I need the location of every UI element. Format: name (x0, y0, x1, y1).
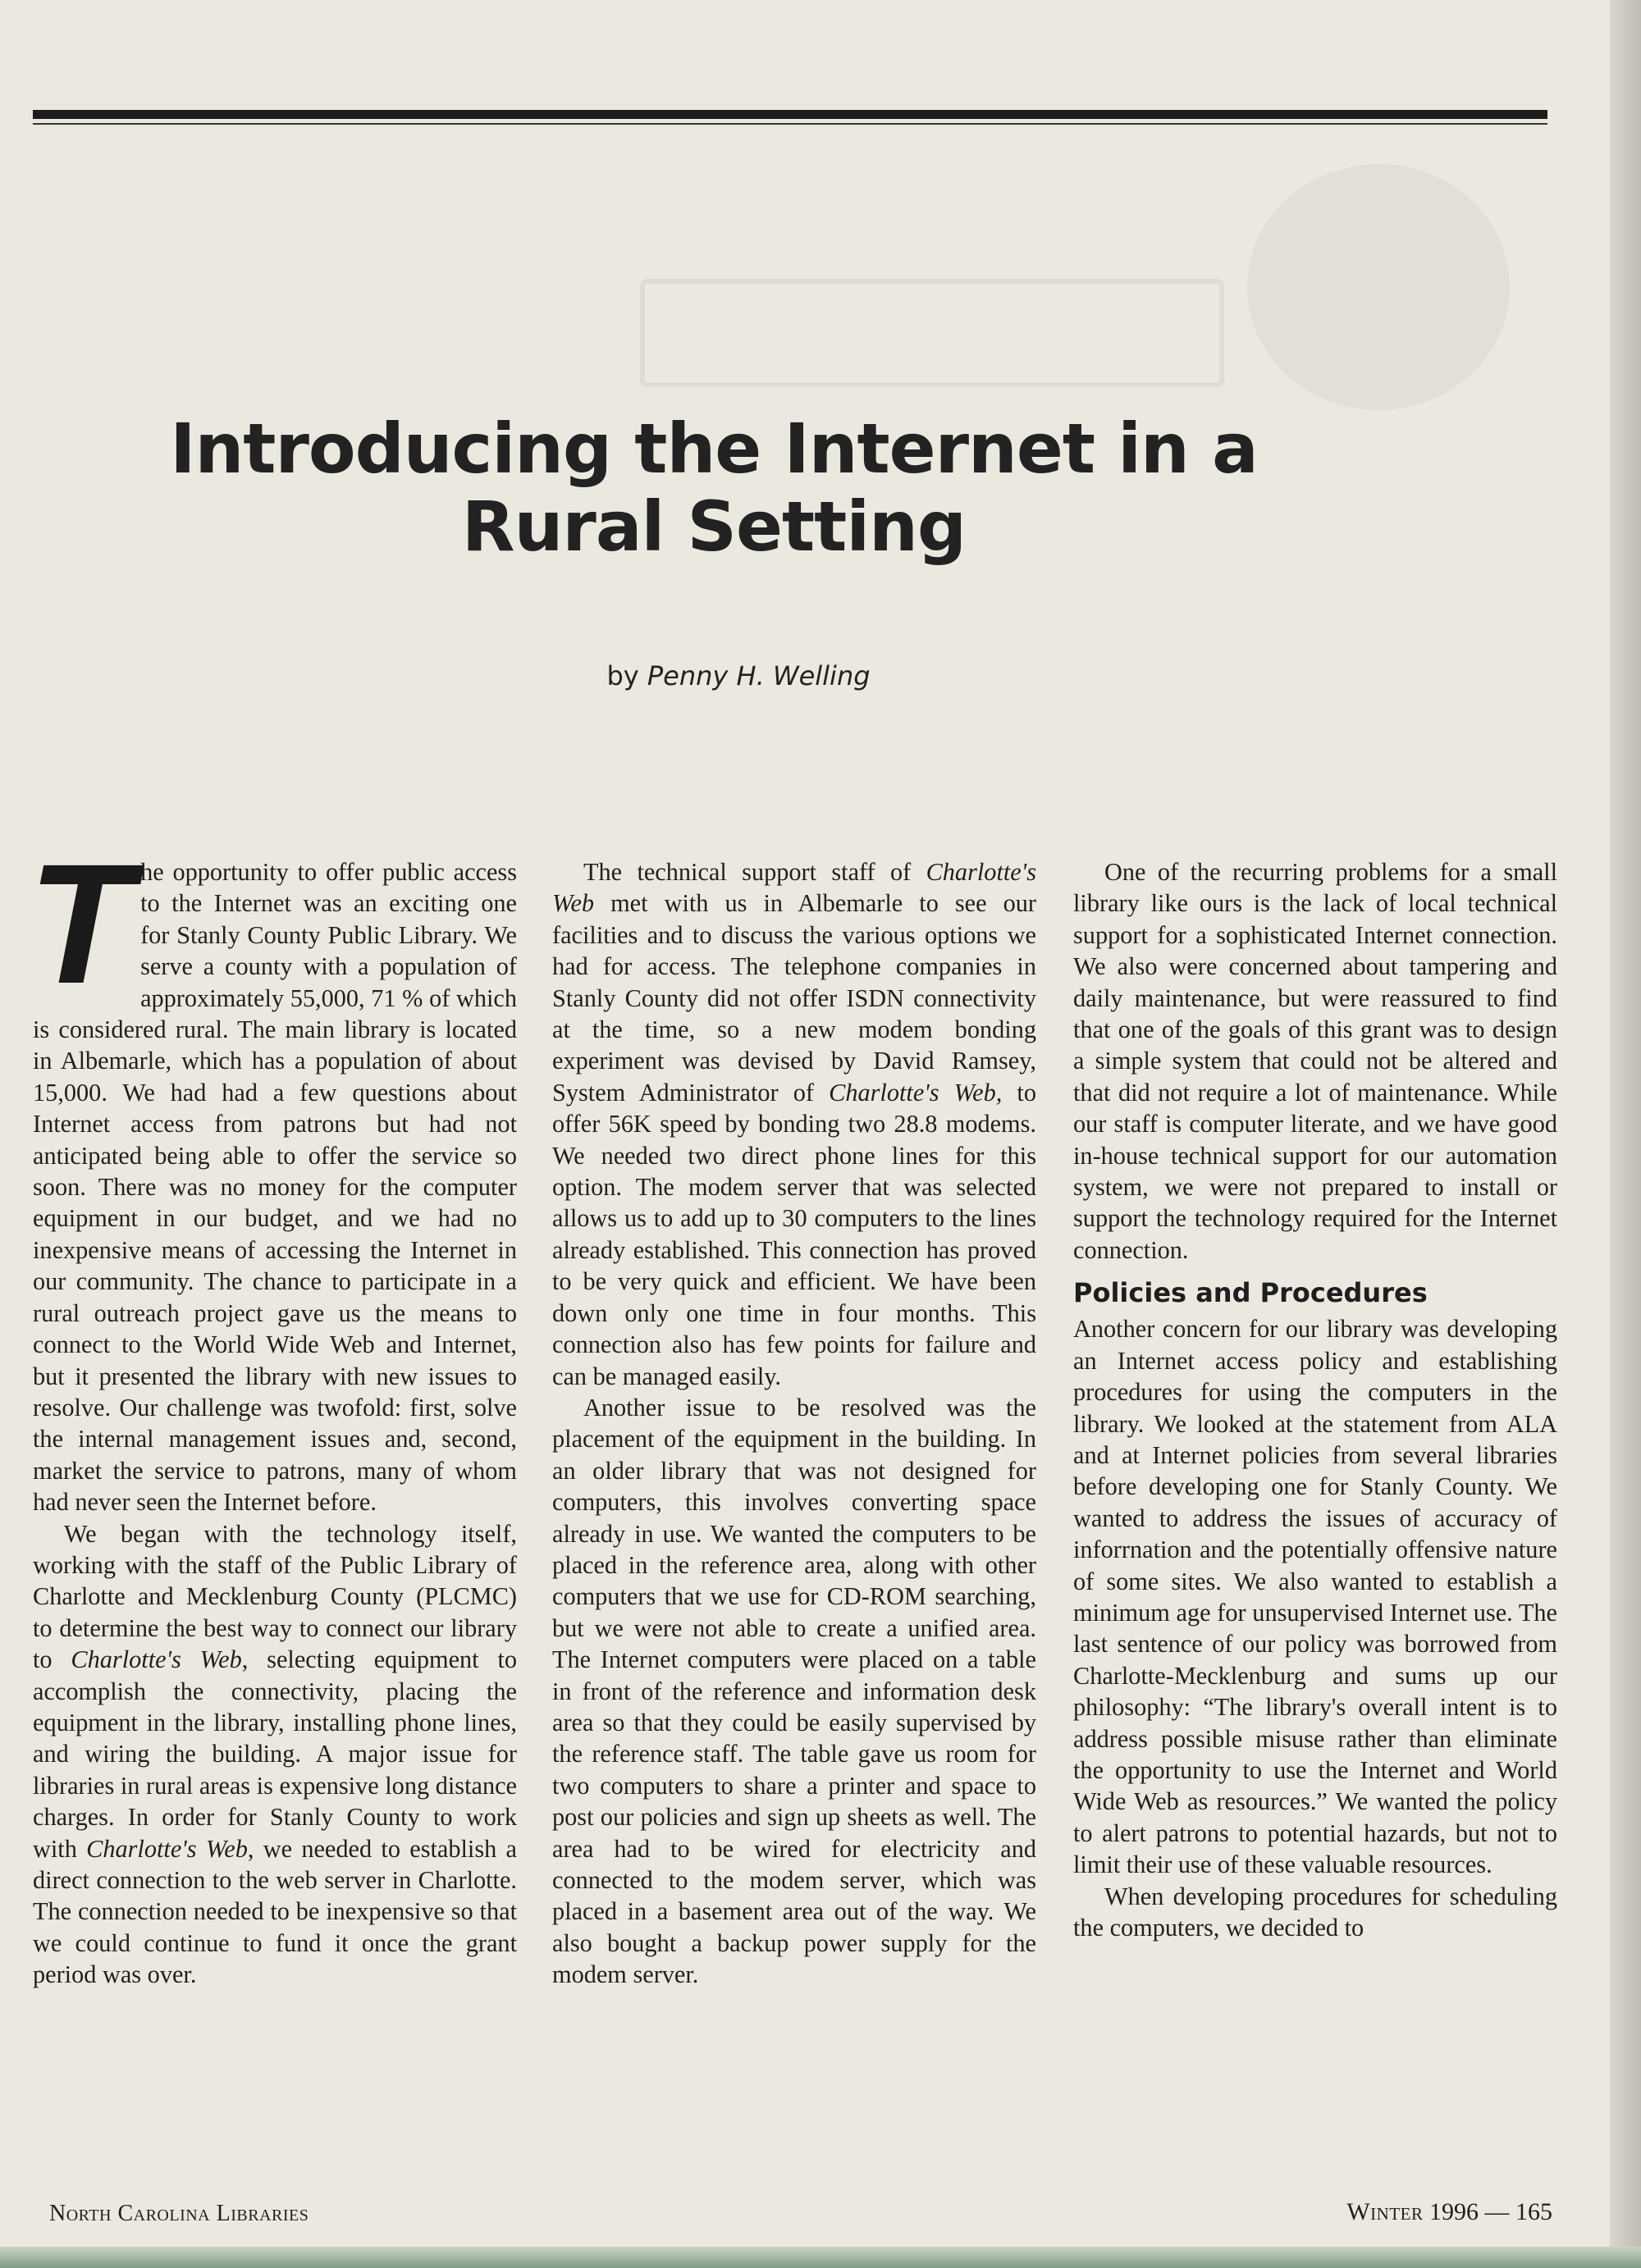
author-name: Penny H. Welling (647, 660, 871, 691)
paragraph-text: he opportunity to offer public access to the Internet was an exciting one for Stanly County Public Library. We serve a county with a population of approximately 55,000, 71 % of which is considered rural. The main library is located in Albemarle, which has a population of about 15,000. We had had a few questions about Internet access from patrons but had not anticipated being able to offer the service so soon. There was no money for the computer equipment in our budget, and we had no inexpensive means of accessing the Internet in our community. The chance to participate in a rural outreach project gave us the means to connect to the World Wide Web and Internet, but it presented the library with new issues to resolve. Our challenge was twofold: first, solve the internal management issues and, second, market the service to patrons, many of whom had never seen the Internet before. (33, 858, 517, 1517)
byline-prefix: by (606, 660, 639, 691)
paragraph-text: , we needed to establish a direct connection to the web server in Charlotte. The connection needed to be inexpensive so that we could continue to fund it once the grant period was over. (33, 1834, 517, 1989)
paragraph-text: The technical support staff of (583, 858, 926, 886)
paragraph: Another issue to be resolved was the placement of the equipment in the building. In an older library that was not designed for computers, this involves converting space already in use. We wanted the computers to be placed in the reference area, along with other computers that we use for CD-ROM searching, but we were not able to create a unified area. The Internet computers were placed on a table in front of the reference and information desk area so that they could be easily supervised by the reference staff. The table gave us room for two computers to share a printer and space to post our policies and sign up sheets as well. The area had to be wired for electricity and connected to the modem server, which was placed in a basement area out of the way. We also bought a backup power supply for the modem server. (552, 1393, 1036, 1989)
show-through-box (640, 279, 1224, 387)
paragraph-text: , selecting equipment to accomplish the connectivity, placing the equipment in the library, installing phone lines, and wiring the building. A major issue for libraries in rural areas is expensive long distance charges. In order for Stanly County to work with (33, 1645, 518, 1863)
page-edge-right (1610, 0, 1641, 2268)
paragraph-text: to offer 56K speed by bonding two 28.8 modems. We needed two direct phone lines for this option. The modem server that was selected allows us to add up to 30 computers to the lines already established. This connection has proved to be very quick and efficient. We have been down only one time in four months. This connection also has few points for failure and can be managed easily. (552, 1078, 1037, 1390)
issue-and-page (1346, 2198, 1552, 2226)
journal-name: North Carolina Libraries (49, 2201, 309, 2226)
italic-title: Charlotte's Web (86, 1834, 248, 1863)
issue-year: 1996 (1429, 2198, 1479, 2225)
section-heading: Policies and Procedures (1073, 1277, 1428, 1309)
column-1 (28, 829, 518, 1991)
show-through-shape (1247, 164, 1510, 410)
paragraph-text: met with us in Albemarle to see our facilities and to discuss the various options we had for access. The telephone companies in Stanly County did not offer ISDN connectivity at the time, so a new modem bonding experiment was devised by David Ramsey, System Administrator of (552, 889, 1036, 1107)
header-rule (33, 110, 1547, 119)
separator-dash: — (1484, 2198, 1510, 2225)
italic-title: Charlotte's Web (71, 1645, 242, 1674)
page-edge-bottom (0, 2247, 1641, 2268)
italic-title: Charlotte's Web, (829, 1078, 1003, 1107)
drop-cap: T (28, 829, 133, 1020)
paragraph (28, 829, 517, 1518)
page-number: 165 (1515, 2198, 1552, 2225)
paragraph: Another concern for our library was developing an Internet access policy and establishing procedures for using the computers in the library. We looked at the statement from ALA and at Internet policies from several libraries before developing one for Stanly County. We wanted to address the issues of accuracy of inforrnation and the potentially offensive nature of some sites. We also wanted to establish a minimum age for unsupervised Internet use. The last sentence of our policy was borrowed from Charlotte-Mecklenburg and sums up our philosophy: “The library's overall intent is to address possible misuse rather than eliminate the opportunity to use the Internet and World Wide Web as resources.” We wanted the policy to alert patrons to potential hazards, but not to limit their use of these valuable resources. (1073, 1315, 1557, 1879)
column-3 (1073, 856, 1557, 1943)
paragraph-text: We began with the technology itself, working with the staff of the Public Library of Charlotte and Mecklenburg County (PLCMC) to determine the best way to connect our library to (33, 1519, 517, 1674)
paragraph: When developing procedures for scheduling the computers, we decided to (1073, 1882, 1557, 1942)
column-2 (552, 856, 1036, 1991)
paragraph: One of the recurring problems for a small library like ours is the lack of local technical support for a sophisticated Internet connection. We also were concerned about tampering and daily maintenance, but were reassured to find that one of the goals of this grant was to design a simple system that could not be altered and that did not require a lot of maintenance. While our staff is computer literate, and we have good in-house technical support for our automation system, we were not prepared to install or support the technology required for the Internet connection. (1073, 858, 1557, 1264)
issue-season: Winter (1346, 2198, 1424, 2225)
italic-title: Charlotte's Web (552, 858, 1036, 918)
header-rule-thin (33, 123, 1547, 125)
byline (492, 660, 985, 691)
paragraph (552, 856, 1036, 1392)
paragraph (33, 1518, 517, 1991)
article-title: Introducing the Internet in a Rural Setting (170, 408, 1258, 567)
